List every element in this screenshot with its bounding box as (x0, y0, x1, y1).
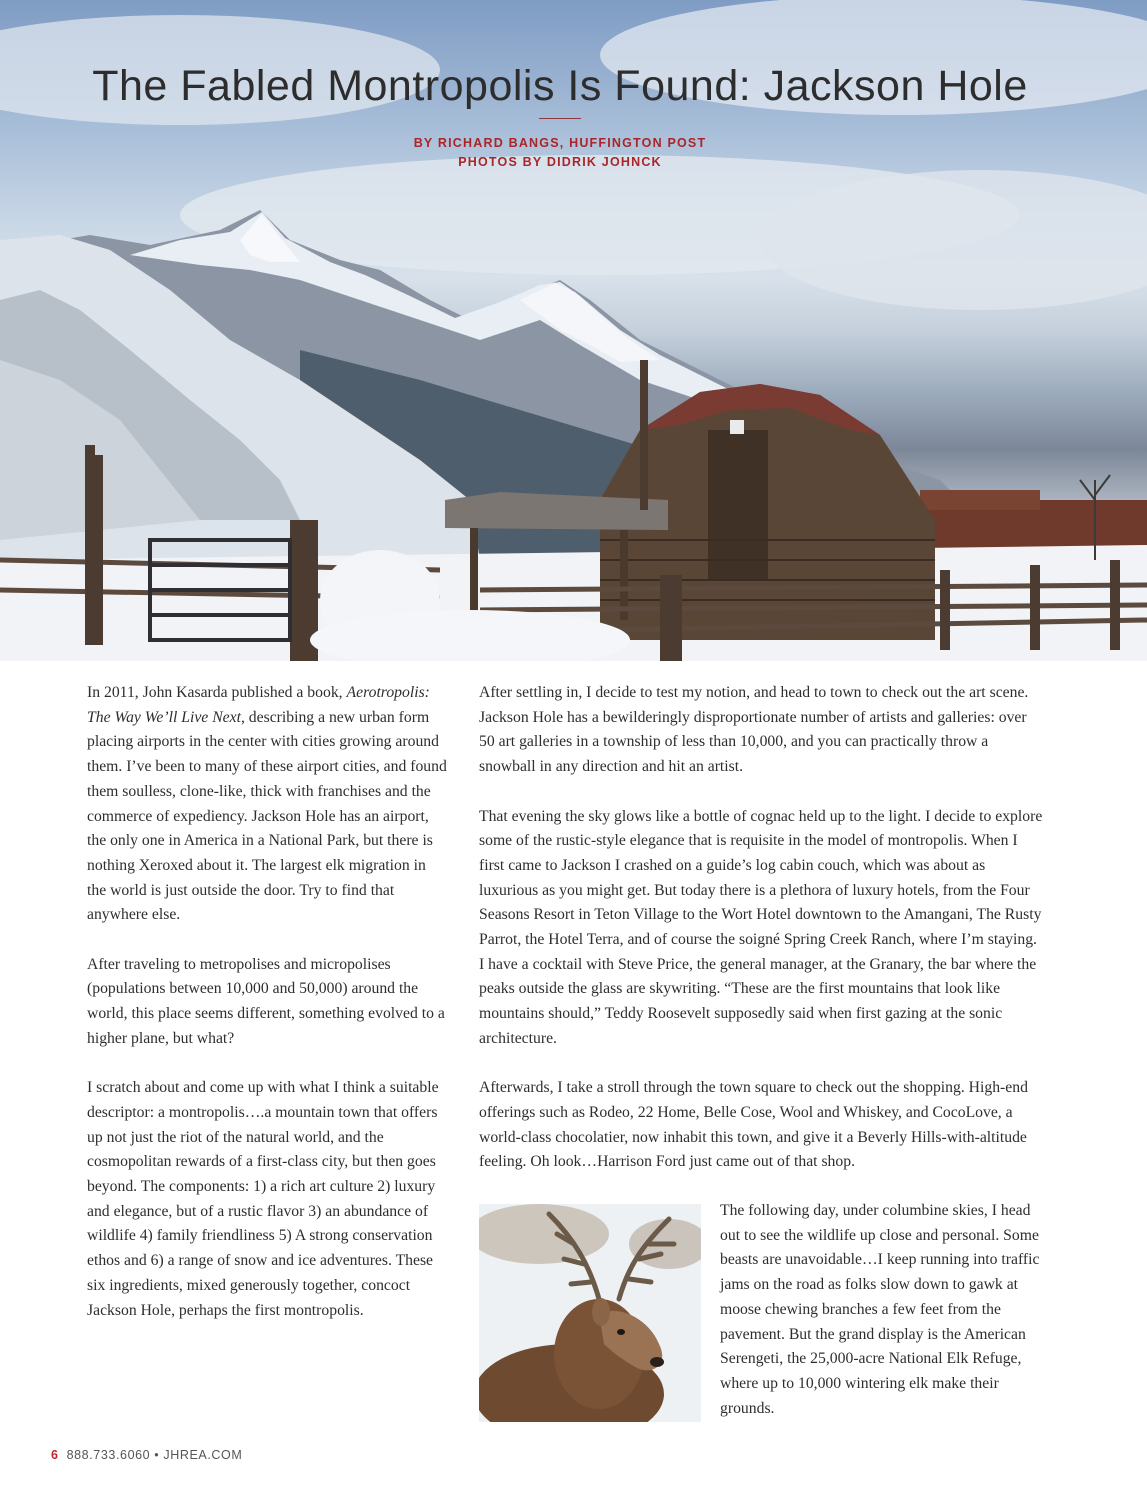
text-column-right (479, 681, 1045, 1175)
paragraph-6: Afterwards, I take a stroll through the town square to check out the shopping. High-end offerings such as Rodeo, 22 Home, Belle Cose, Wool and Whiskey, and CocoLove, a world-class chocolatier, now inhabit this town, and give it a Beverly Hills-with-altitude feeling. Oh look…Harrison Ford just came out of that shop. (479, 1079, 1028, 1171)
paragraph-3: I scratch about and come up with what I think a suitable descriptor: a montropolis….a mountain town that offers up not just the riot of the natural world, and the cosmopolitan rewards of a first-class city, but then goes beyond. The components: 1) a rich art culture 2) luxury and elegance, but of a rustic flavor 3) an abundance of wildlife 4) family friendliness 5) A strong conservation ethos and 6) a range of snow and ice adventures. These six ingredients, mixed generously together, concoct Jackson Hole, perhaps the first montropolis. (87, 1079, 439, 1319)
title-divider (539, 118, 581, 119)
text-column-left (87, 681, 447, 1323)
photo-credit: PHOTOS BY DIDRIK JOHNCK (458, 155, 662, 169)
paragraph-1 (87, 681, 447, 928)
paragraph-4: After settling in, I decide to test my notion, and head to town to check out the art scene. Jackson Hole has a bewilderingly disproportionate number of artists and galleries: over 50 art galleries in a township of less than 10,000, and you can practically throw a snowball in any direction and hit an artist. (479, 684, 1029, 776)
elk-illustration (479, 1204, 701, 1422)
paragraph-5: That evening the sky glows like a bottle of cognac held up to the light. I decide to explore some of the rustic-style elegance that is requisite in the model of montropolis. When I first came to Jackson I crashed on a guide’s log cabin couch, which was about as luxurious as you might get. But today there is a plethora of luxury hotels, from the Four Seasons Resort in Teton Village to the Wort Hotel downtown to the Amangani, The Rusty Parrot, the Hotel Terra, and of course the soigné Spring Creek Ranch, where I’m staying. I have a cocktail with Steve Price, the general manager, at the Granary, the bar where the peaks outside the glass are skywriting. “These are the first mountains that look like mountains should,” Teddy Roosevelt supposedly said when first gazing at the sonic architecture. (479, 807, 1043, 1047)
elk-photo (479, 1204, 701, 1422)
hero-photo-barn-tetons (0, 0, 1147, 661)
page-number: 6 (51, 1448, 59, 1462)
book-title: Aerotropolis: The Way We’ll Live Next (87, 684, 430, 726)
footer-contact: 888.733.6060 • JHREA.COM (66, 1448, 243, 1462)
paragraph-7: The following day, under columbine skies, I head out to see the wildlife up close and personal. Some beasts are unavoidable…I keep running into traffic jams on the road as folks slow down to gawk at moose chewing branches a few feet from the pavement. But the grand display is the American Serengeti, the 25,000-acre National Elk Refuge, where up to 10,000 wintering elk make their grounds. (720, 1202, 1040, 1417)
author-byline: BY RICHARD BANGS, HUFFINGTON POST (413, 136, 707, 150)
page-footer (51, 1448, 242, 1462)
paragraph-1-intro: In 2011, John Kasarda published a book, (87, 684, 343, 701)
paragraph-2: After traveling to metropolises and micropolises (populations between 10,000 and 50,000) around the world, this place seems different, something evolved to a higher plane, but what? (87, 955, 445, 1047)
paragraph-1-rest: , describing a new urban form placing airports in the center with cities growing around them. I’ve been to many of these airport cities, and found them soulless, clone-like, thick with franchises and the commerce of expediency. Jackson Hole has an airport, the only one in America in a National Park, but there is nothing Xeroxed about it. The largest elk migration in the world is just outside the door. Try to find that anywhere else. (87, 708, 447, 924)
article-title: The Fabled Montropolis Is Found: Jackson Hole (92, 62, 1028, 110)
